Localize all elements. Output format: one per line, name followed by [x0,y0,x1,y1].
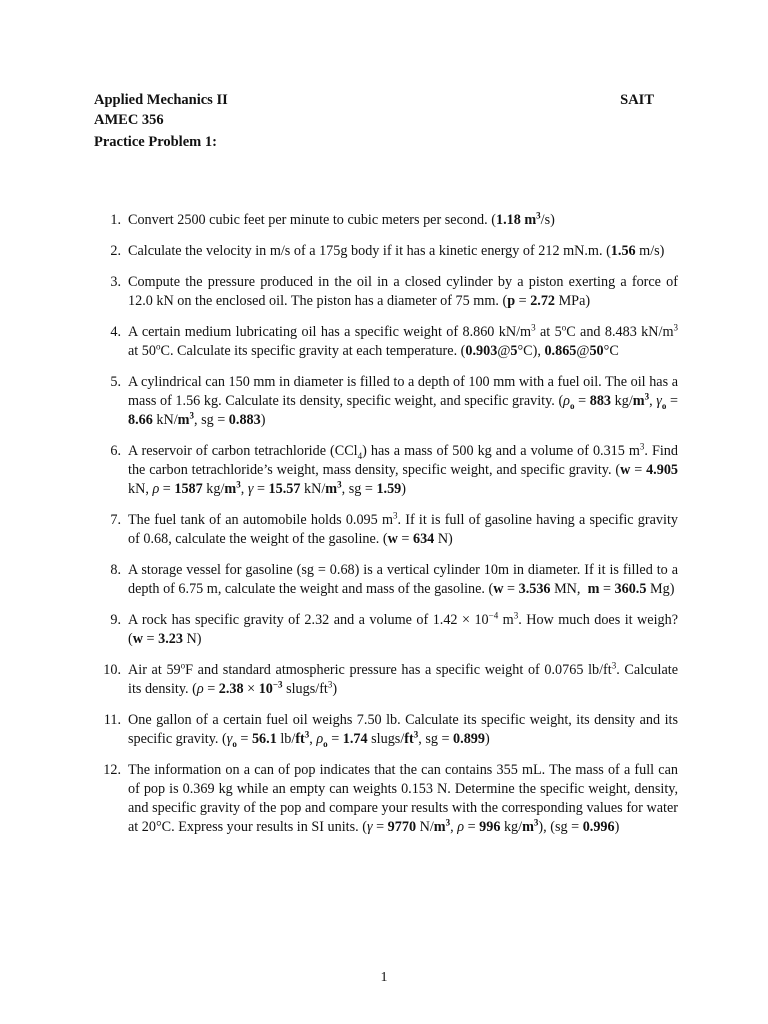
problem-number: 6. [110,443,121,459]
problem-item [95,242,678,261]
problem-number: 2. [110,243,121,259]
problem-item [95,761,678,837]
course-title: Applied Mechanics II [94,92,228,108]
problem-number: 3. [110,274,121,290]
problem-text: Compute the pressure produced in the oil in a closed cylinder by a piston exerting a force of 12.0 kN on the enclosed oil. The piston has a diameter of 75 mm. (p = 2.72 MPa) [128,274,678,309]
problem-text: A rock has specific gravity of 2.32 and a volume of $1.42 \times 10^{-4}$ $m^3$. How much does it weigh? (w = 3.23 N) [128,610,679,647]
problem-text: A reservoir of carbon tetrachloride (CCl$_4$) has a mass of 500 kg and a volume of 0.315 $m^3$. Find the carbon tetrachloride’s weight, mass density, specific weight, and specific gravity. (w = 4.905 kN, ρ = 1587 $kg/m^3$, γ = 15.57 $kN/m^3$, sg = 1.59) [128,441,678,497]
course-code: AMEC 356 [94,112,164,128]
document-header [94,90,654,152]
problem-item [95,561,678,599]
problem-text: A certain medium lubricating oil has a specific weight of 8.860 $kN/m^3$ at 5$^o$C and 8.483 $kN/m^3$ at 50$^o$C. Calculate its specific gravity at each temperature. (0.903@5°C), 0.865@50°C [128,322,678,359]
problem-number: 8. [110,562,121,578]
problem-text: One gallon of a certain fuel oil weighs 7.50 lb. Calculate its specific weight, its density and its specific gravity. ($\gamma_o = 56.1$ $lb/ft^3$, $\rho_o = 1.74$ slugs/$ft^3$, sg = 0.899) [128,712,678,749]
problem-number: 4. [110,324,121,340]
problem-number: 10. [103,662,121,678]
problem-item [95,373,678,430]
problem-text: Calculate the velocity in m/s of a 175g body if it has a kinetic energy of 212 mN.m. (1.56 m/s) [128,243,665,259]
problem-number: 12. [103,762,121,778]
problem-item [95,211,678,230]
problem-text: Air at 59$^o$F and standard atmospheric pressure has a specific weight of 0.0765 $lb/ft^3$. Calculate its density. ($\rho = 2.38 \times 10^{-3}$ slugs/$ft^3$) [128,660,678,697]
problem-item [95,323,678,361]
problem-number: 1. [110,212,121,228]
problem-number: 7. [110,512,121,528]
problem-text: The information on a can of pop indicates that the can contains 355 mL. The mass of a full can of pop is 0.369 kg while an empty can weights 0.153 N. Determine the specific weight, density, and specific gravity of the pop and compare your results with the corresponding values for water at 20°C. Express your results in SI units. (γ = 9770 $N/m^3$, ρ = 996 $kg/m^3$), (sg = 0.996) [128,762,678,835]
problem-text: A storage vessel for gasoline (sg = 0.68) is a vertical cylinder 10m in diameter. If it is filled to a depth of 6.75 m, calculate the weight and mass of the gasoline. (w = 3.536 MN, m = 360.5 Mg) [128,562,678,597]
problem-item [95,511,678,549]
problem-set-title: Practice Problem 1: [94,134,217,150]
problem-text: A cylindrical can 150 mm in diameter is filled to a depth of 100 mm with a fuel oil. The oil has a mass of 1.56 kg. Calculate its density, specific weight, and specific gravity. ($\rho_o = 883$ $kg/m^3$, $\gamma_o = 8.66$ $kN/m^3$, sg = 0.883) [128,374,678,428]
problem-list [95,211,678,849]
problem-number: 9. [110,612,121,628]
problem-item [95,273,678,311]
problem-text: The fuel tank of an automobile holds 0.095 $m^3$. If it is full of gasoline having a specific gravity of 0.68, calculate the weight of the gasoline. (w = 634 N) [128,510,678,547]
problem-item [95,711,678,749]
problem-number: 5. [110,374,121,390]
problem-text: Convert 2500 cubic feet per minute to cubic meters per second. (1.18 $m^3/s$) [128,210,555,228]
problem-item [95,611,678,649]
problem-item [95,661,678,699]
page-number: 1 [380,970,388,985]
problem-item [95,442,678,499]
institution-name: SAIT [620,92,654,108]
problem-number: 11. [103,712,121,728]
